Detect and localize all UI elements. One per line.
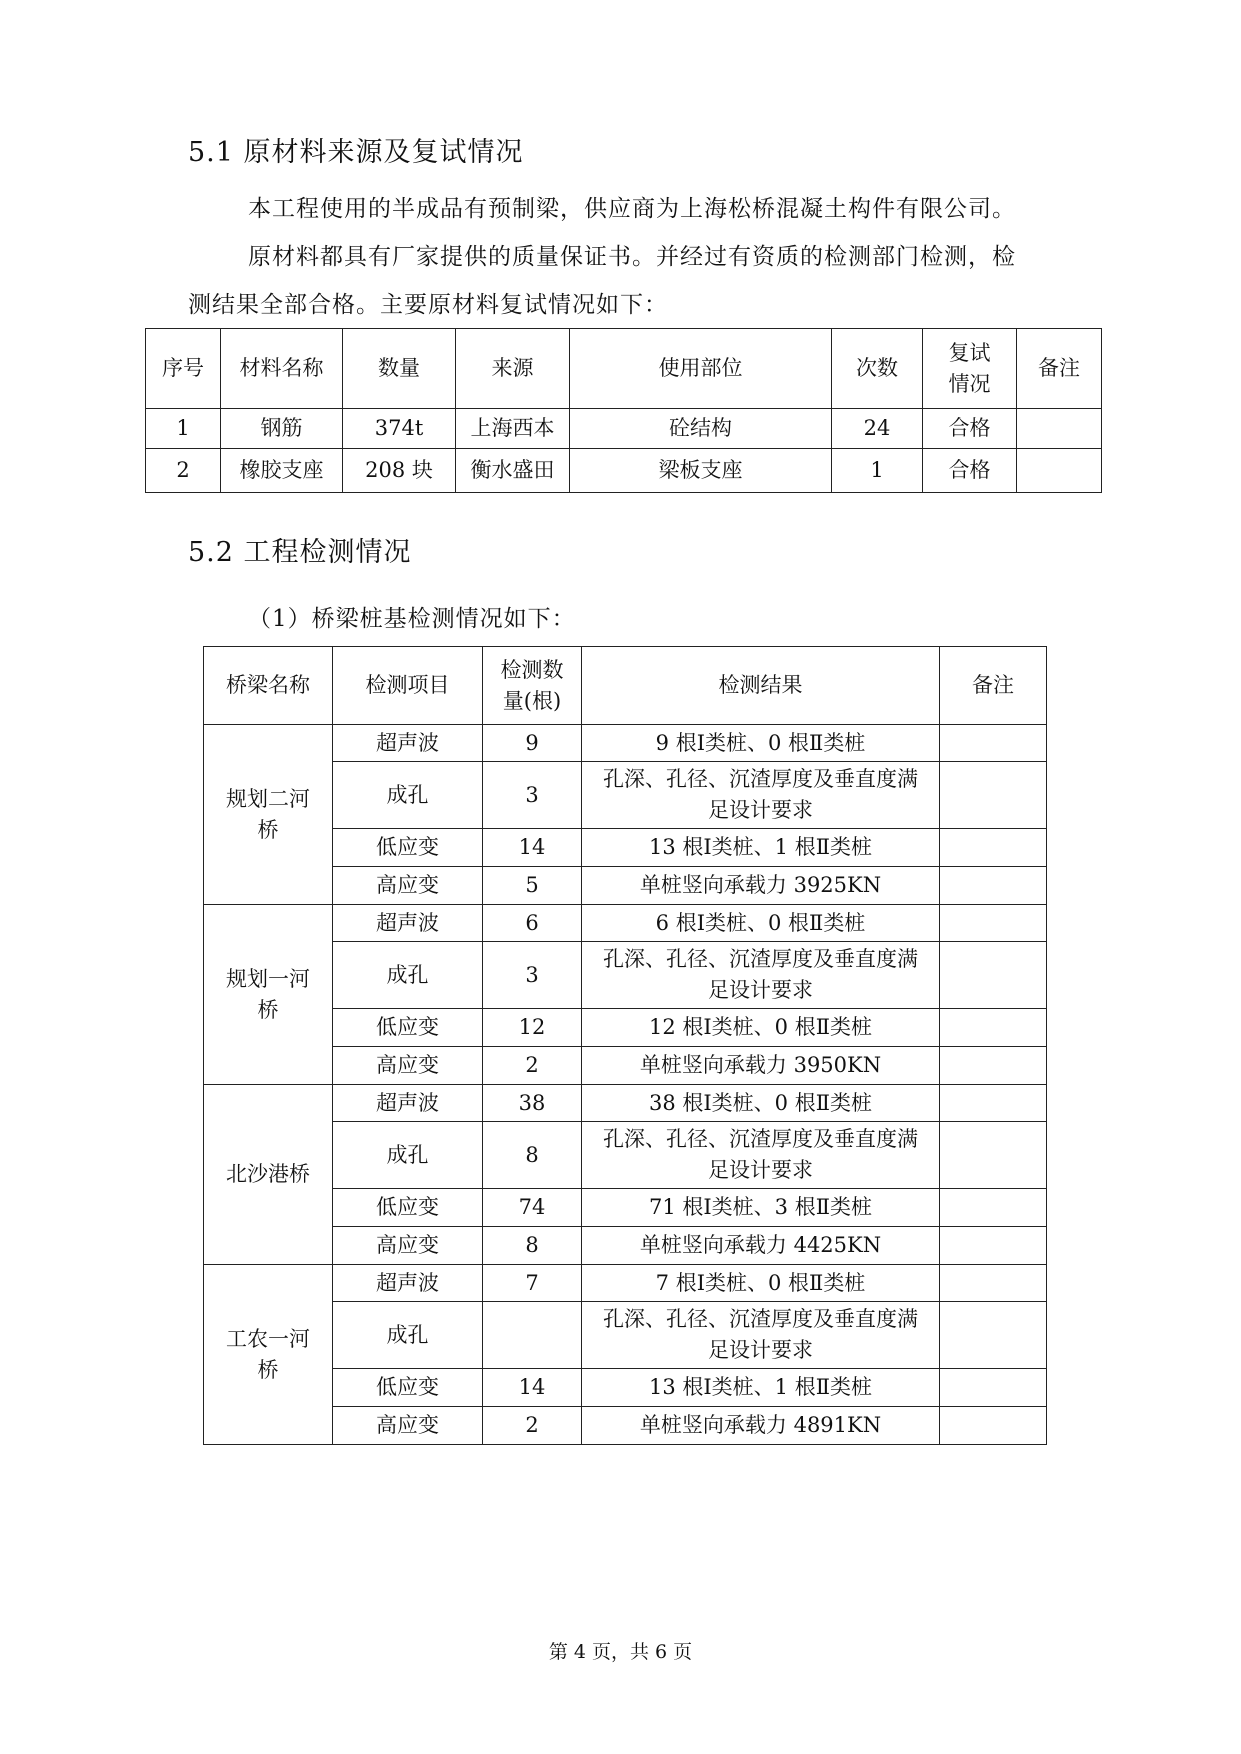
cell-test-item: 超声波: [333, 1265, 483, 1302]
cell-test-item: 超声波: [333, 905, 483, 942]
cell-times: 24: [832, 409, 923, 449]
bridge-name-line2: 桥: [257, 1357, 279, 1382]
cell-times: 1: [832, 449, 923, 493]
cell-remark: [940, 1302, 1047, 1369]
cell-test-result: 13 根Ⅰ类桩、1 根Ⅱ类桩: [582, 829, 940, 867]
cell-remark: [940, 1227, 1047, 1265]
cell-bridge-name: [204, 1085, 333, 1265]
cell-test-count: 8: [483, 1227, 582, 1265]
cell-remark: [940, 762, 1047, 829]
cell-test-count: 3: [483, 942, 582, 1009]
cell-test-item: 高应变: [333, 867, 483, 905]
cell-test-item: 低应变: [333, 829, 483, 867]
cell-remark: [940, 1265, 1047, 1302]
bridge-name-line1: 规划一河: [226, 966, 310, 991]
header-test-result: 检测结果: [582, 647, 940, 725]
table-header-row: [146, 329, 1102, 409]
cell-retest-result: 合格: [923, 409, 1017, 449]
cell-remark: [940, 829, 1047, 867]
cell-test-count: 8: [483, 1122, 582, 1189]
cell-remark: [940, 1009, 1047, 1047]
table-header-row: [204, 647, 1047, 725]
cell-test-result: 单桩竖向承载力 3950KN: [582, 1047, 940, 1085]
cell-test-count: 12: [483, 1009, 582, 1047]
table-row: [204, 725, 1047, 762]
cell-test-result: [582, 762, 940, 829]
bridge-name-line1: 北沙港桥: [226, 1162, 310, 1186]
header-test-item: 检测项目: [333, 647, 483, 725]
cell-material-name: 橡胶支座: [221, 449, 343, 493]
cell-test-count: 6: [483, 905, 582, 942]
cell-test-count: 14: [483, 829, 582, 867]
cell-test-item: 低应变: [333, 1189, 483, 1227]
cell-bridge-name: [204, 905, 333, 1085]
cell-test-item: 低应变: [333, 1009, 483, 1047]
table-row: [146, 449, 1102, 493]
cell-test-item: 超声波: [333, 1085, 483, 1122]
cell-remark: [940, 905, 1047, 942]
cell-test-result: 单桩竖向承载力 4891KN: [582, 1407, 940, 1445]
paragraph-quality-line1: 原材料都具有厂家提供的质量保证书。并经过有资质的检测部门检测，检: [248, 244, 1016, 270]
header-source: 来源: [456, 329, 570, 409]
cell-test-count: 2: [483, 1407, 582, 1445]
cell-test-item: 高应变: [333, 1227, 483, 1265]
cell-source: 衡水盛田: [456, 449, 570, 493]
cell-test-result: 7 根Ⅰ类桩、0 根Ⅱ类桩: [582, 1265, 940, 1302]
header-remark: 备注: [1017, 329, 1102, 409]
header-usage-part: 使用部位: [570, 329, 832, 409]
cell-remark: [940, 942, 1047, 1009]
cell-test-result: 13 根Ⅰ类桩、1 根Ⅱ类桩: [582, 1369, 940, 1407]
cell-test-result: 单桩竖向承载力 4425KN: [582, 1227, 940, 1265]
materials-table: [145, 328, 1102, 493]
cell-usage-part: 梁板支座: [570, 449, 832, 493]
cell-test-count: 14: [483, 1369, 582, 1407]
header-retest: [923, 329, 1017, 409]
cell-test-count: 2: [483, 1047, 582, 1085]
header-test-count-line2: 量(根): [502, 688, 562, 713]
result-line1: 孔深、孔径、沉渣厚度及垂直度满: [603, 767, 918, 791]
cell-test-result: 6 根Ⅰ类桩、0 根Ⅱ类桩: [582, 905, 940, 942]
result-line1: 孔深、孔径、沉渣厚度及垂直度满: [603, 1307, 918, 1331]
table-row: [146, 409, 1102, 449]
cell-test-result: 单桩竖向承载力 3925KN: [582, 867, 940, 905]
cell-source: 上海西本: [456, 409, 570, 449]
header-test-count: [483, 647, 582, 725]
header-quantity: 数量: [343, 329, 456, 409]
header-material-name: 材料名称: [221, 329, 343, 409]
cell-bridge-name: [204, 725, 333, 905]
cell-test-count: 3: [483, 762, 582, 829]
cell-test-item: 成孔: [333, 1122, 483, 1189]
cell-test-result: 38 根Ⅰ类桩、0 根Ⅱ类桩: [582, 1085, 940, 1122]
cell-test-result: 12 根Ⅰ类桩、0 根Ⅱ类桩: [582, 1009, 940, 1047]
result-line2: 足设计要求: [708, 1338, 813, 1362]
result-line2: 足设计要求: [708, 978, 813, 1002]
cell-test-item: 成孔: [333, 762, 483, 829]
bridge-name-line2: 桥: [257, 817, 279, 842]
section-heading-5-1: 5.1 原材料来源及复试情况: [188, 137, 524, 168]
cell-remark: [940, 1122, 1047, 1189]
result-line2: 足设计要求: [708, 1158, 813, 1182]
cell-test-item: 成孔: [333, 1302, 483, 1369]
table-row: [204, 1085, 1047, 1122]
cell-test-item: 成孔: [333, 942, 483, 1009]
cell-remark: [940, 867, 1047, 905]
header-retest-line2: 情况: [948, 371, 991, 396]
cell-test-result: [582, 942, 940, 1009]
cell-no: 2: [146, 449, 221, 493]
subheading-pile-testing: （1）桥梁桩基检测情况如下：: [248, 606, 576, 632]
section-heading-5-2: 5.2 工程检测情况: [188, 537, 412, 568]
header-retest-line1: 复试: [948, 340, 991, 365]
header-remark: 备注: [940, 647, 1047, 725]
header-no: 序号: [146, 329, 221, 409]
paragraph-quality-line2: 测结果全部合格。主要原材料复试情况如下：: [188, 292, 668, 318]
cell-test-result: 71 根Ⅰ类桩、3 根Ⅱ类桩: [582, 1189, 940, 1227]
cell-quantity: 208 块: [343, 449, 456, 493]
cell-test-item: 高应变: [333, 1047, 483, 1085]
cell-remark: [940, 1047, 1047, 1085]
cell-retest-result: 合格: [923, 449, 1017, 493]
cell-test-count: 5: [483, 867, 582, 905]
cell-test-count: 9: [483, 725, 582, 762]
cell-quantity: 374t: [343, 409, 456, 449]
cell-usage-part: 砼结构: [570, 409, 832, 449]
cell-remark: [940, 1369, 1047, 1407]
table-row: [204, 905, 1047, 942]
result-line1: 孔深、孔径、沉渣厚度及垂直度满: [603, 1127, 918, 1151]
cell-bridge-name: [204, 1265, 333, 1445]
cell-test-result: 9 根Ⅰ类桩、0 根Ⅱ类桩: [582, 725, 940, 762]
header-test-count-line1: 检测数: [500, 657, 564, 682]
table-row: [204, 1265, 1047, 1302]
header-times: 次数: [832, 329, 923, 409]
result-line2: 足设计要求: [708, 798, 813, 822]
cell-remark: [1017, 409, 1102, 449]
bridge-name-line2: 桥: [257, 997, 279, 1022]
cell-remark: [940, 1407, 1047, 1445]
cell-material-name: 钢筋: [221, 409, 343, 449]
cell-test-item: 低应变: [333, 1369, 483, 1407]
cell-remark: [940, 1085, 1047, 1122]
cell-remark: [940, 725, 1047, 762]
result-line1: 孔深、孔径、沉渣厚度及垂直度满: [603, 947, 918, 971]
cell-test-result: [582, 1122, 940, 1189]
cell-test-item: 超声波: [333, 725, 483, 762]
cell-remark: [940, 1189, 1047, 1227]
cell-test-item: 高应变: [333, 1407, 483, 1445]
bridge-name-line1: 工农一河: [226, 1326, 310, 1351]
cell-test-count: 74: [483, 1189, 582, 1227]
bridge-name-line1: 规划二河: [226, 786, 310, 811]
paragraph-supplier: 本工程使用的半成品有预制梁，供应商为上海松桥混凝土构件有限公司。: [248, 196, 1016, 222]
cell-test-result: [582, 1302, 940, 1369]
page-footer: 第 4 页，共 6 页: [548, 1641, 693, 1663]
cell-test-count: 7: [483, 1265, 582, 1302]
header-bridge-name: 桥梁名称: [204, 647, 333, 725]
cell-test-count: 38: [483, 1085, 582, 1122]
cell-test-count: [483, 1302, 582, 1369]
cell-no: 1: [146, 409, 221, 449]
pile-testing-table: [203, 646, 1047, 1445]
cell-remark: [1017, 449, 1102, 493]
